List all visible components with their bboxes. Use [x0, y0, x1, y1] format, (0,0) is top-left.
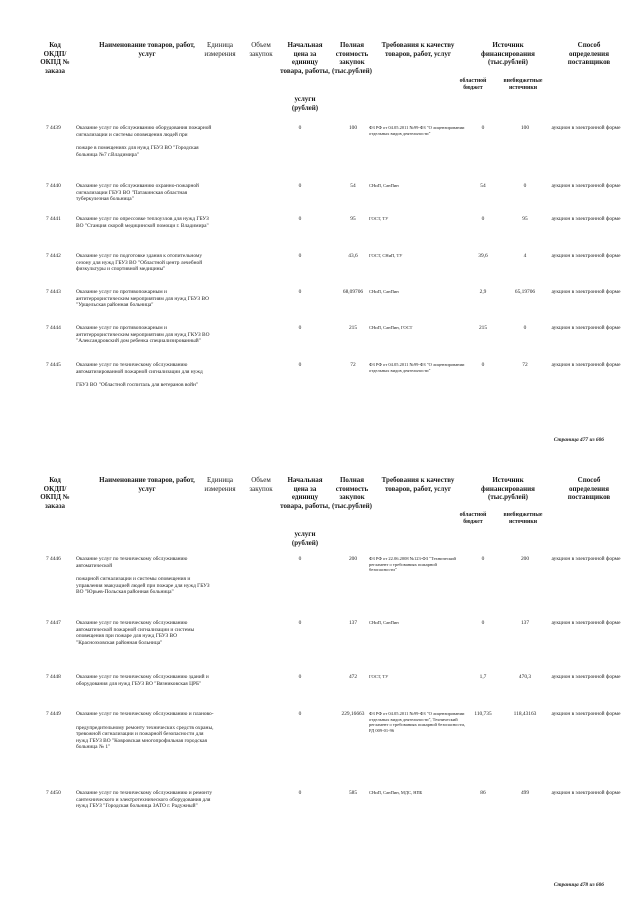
unit-price: 0 — [298, 325, 302, 331]
total-cost: 68,09706 — [342, 289, 364, 295]
total-cost: 72 — [350, 362, 356, 368]
quality-requirements: СНиП, СанПин — [369, 183, 399, 188]
item-name — [76, 620, 216, 646]
extrabudgetary-sources: 470,3 — [518, 674, 532, 680]
procurement-method: аукцион в электронной форме — [551, 253, 621, 259]
header-volume: Объем закупок — [249, 41, 273, 58]
total-cost: 100 — [348, 125, 358, 131]
regional-budget: 110,735 — [474, 711, 492, 717]
header-method: Способ определения поставщиков — [567, 41, 611, 66]
unit-price: 0 — [298, 556, 302, 562]
extrabudgetary-sources: 65,19706 — [514, 289, 536, 295]
regional-budget: 0 — [481, 556, 485, 562]
header-volume: Объем закупок — [249, 476, 273, 493]
extrabudgetary-sources: 0 — [523, 325, 527, 331]
quality-requirements: СНиП, СанПин, ГОСТ — [369, 325, 413, 330]
total-cost: 137 — [348, 620, 358, 626]
item-name-line: Оказание услуг по техническому обслуживанию автоматической пожарной сигнализации и системы оповещения при пожаре для нужд ГБУЗ ВО "Красноэховская районная больница" — [76, 620, 195, 646]
header-code: Код ОКДП/ ОКПД № заказа — [40, 476, 70, 510]
item-name-line: Оказание услуг по подготовке здания к отопительному сезону для нужд ГБУЗ ВО "Областной центр лечебной физкультуры и спортивной медицины" — [76, 253, 203, 273]
regional-budget: 0 — [481, 362, 485, 368]
quality-requirements: СНиП, СанПин — [369, 620, 399, 625]
extrabudgetary-sources: 0 — [523, 183, 527, 189]
total-cost: 43,6 — [348, 253, 358, 259]
item-name-line: Оказание услуг по техническому обслуживанию автоматизированной пожарной сигнализации для нужд — [76, 362, 203, 375]
total-cost: 95 — [350, 216, 356, 222]
total-cost: 215 — [348, 325, 358, 331]
header-source: Источник финансирования (тыс.рублей) — [481, 476, 535, 501]
quality-requirements: ФЗ РФ от 04.05.2011 №99-ФЗ "О лицензировании отдельных видов деятельности" — [369, 125, 465, 136]
header-price-services: услуги (рублей) — [291, 530, 319, 547]
regional-budget: 39,6 — [478, 253, 488, 259]
total-cost: 585 — [348, 790, 358, 796]
item-name-line: Оказание услуг по техническому обслуживанию и планово- — [76, 711, 214, 717]
procurement-method: аукцион в электронной форме — [551, 674, 621, 680]
header-code: Код ОКДП/ ОКПД № заказа — [40, 41, 70, 75]
item-name-line: ГБУЗ ВО "Областной госпиталь для ветеранов войн" — [76, 382, 199, 389]
unit-price: 0 — [298, 620, 302, 626]
unit-price: 0 — [298, 216, 302, 222]
header-name: Наименование товаров, работ, услуг — [99, 476, 195, 493]
header-source-extra: внебюджетные источники — [503, 512, 543, 525]
page-number: Страница 478 из 606 — [553, 882, 604, 888]
item-name-line: предупредительному ремонту технических средств охраны, тревожной сигнализации и пожарной безопасности для нужд ГБУЗ ВО "Ковровская многопрофильная городская больница № 1" — [76, 724, 214, 751]
header-unit: Единица измерения — [204, 41, 236, 58]
item-name-line: Оказание услуг по техническому обслуживанию зданий и оборудования для нужд ГБУЗ ВО "Вязниковская ЦРБ" — [76, 674, 209, 687]
item-name-line — [76, 718, 216, 725]
procurement-method: аукцион в электронной форме — [551, 216, 621, 222]
quality-requirements: ФЗ РФ от 04.05.2011 №99-ФЗ "О лицензировании отдельных видов деятельности" — [369, 362, 465, 373]
procurement-method: аукцион в электронной форме — [551, 711, 621, 717]
order-code: 7 4443 — [46, 289, 61, 295]
procurement-method: аукцион в электронной форме — [551, 183, 621, 189]
header-price: Начальная цена за единицу товара, работы, — [280, 41, 330, 75]
header-source-reg: областной бюджет — [459, 512, 487, 525]
order-code: 7 4445 — [46, 362, 61, 368]
extrabudgetary-sources: 499 — [520, 790, 530, 796]
item-name — [76, 790, 216, 810]
header-name: Наименование товаров, работ, услуг — [99, 41, 195, 58]
regional-budget: 215 — [478, 325, 488, 331]
procurement-method: аукцион в электронной форме — [551, 362, 621, 368]
header-cost: Полная стоимость закупок (тыс.рублей) — [331, 41, 373, 75]
unit-price: 0 — [298, 183, 302, 189]
item-name-line: Оказание услуг по техническому обслуживанию и ремонту сантехнического и электротехнического оборудования для нужд ГБУЗ "Городская больница ЗАТО г. Радужный" — [76, 790, 213, 810]
unit-price: 0 — [298, 125, 302, 131]
page-number: Страница 477 из 606 — [553, 437, 604, 443]
total-cost: 54 — [350, 183, 356, 189]
item-name-line: Оказание услуг по обслуживанию оборудования пожарной сигнализации и системы оповещения людей при — [76, 125, 212, 138]
item-name-line: Оказание услуг по противопожарным и антитеррористическим мероприятиям для нужд ГКУЗ ВО "Александровский дом ребенка специализированный" — [76, 325, 210, 345]
unit-price: 0 — [298, 289, 302, 295]
unit-price: 0 — [298, 362, 302, 368]
procurement-method: аукцион в электронной форме — [551, 556, 621, 562]
item-name-line: Оказание услуг по противопожарным и антитеррористическим мероприятиям для нужд ГБУЗ ВО "Урщельская районная больница" — [76, 289, 209, 309]
item-name-line: Оказание услуг по техническому обслуживанию автоматической — [76, 556, 188, 569]
item-name-line: Оказание услуг по обслуживанию охранно-пожарной сигнализации ГБУЗ ВО "Патакинская областная туберкулезная больница" — [76, 183, 199, 203]
unit-price: 0 — [298, 253, 302, 259]
procurement-method: аукцион в электронной форме — [551, 620, 621, 626]
item-name-line: Оказание услуг по опрессовке теплоузлов для нужд ГБУЗ ВО "Станция скорой медицинской помощи г. Владимира" — [76, 216, 209, 229]
unit-price: 0 — [298, 674, 302, 680]
regional-budget: 54 — [480, 183, 486, 189]
total-cost: 229,16663 — [341, 711, 365, 717]
order-code: 7 4444 — [46, 325, 61, 331]
extrabudgetary-sources: 137 — [520, 620, 530, 626]
procurement-method: аукцион в электронной форме — [551, 790, 621, 796]
order-code: 7 4450 — [46, 790, 61, 796]
regional-budget: 2,9 — [479, 289, 487, 295]
order-code: 7 4446 — [46, 556, 61, 562]
header-unit: Единица измерения — [204, 476, 236, 493]
quality-requirements: ГОСТ, ТУ — [369, 216, 389, 221]
total-cost: 200 — [348, 556, 358, 562]
item-name — [76, 674, 216, 687]
unit-price: 0 — [298, 790, 302, 796]
procurement-method: аукцион в электронной форме — [551, 125, 621, 131]
header-req: Требования к качеству товаров, работ, услуг — [381, 476, 455, 493]
regional-budget: 86 — [480, 790, 486, 796]
item-name — [76, 711, 216, 751]
item-name-line: пожаре в помещениях для нужд ГБУЗ ВО "Городская больница №7 г.Владимира" — [76, 145, 199, 158]
header-method: Способ определения поставщиков — [567, 476, 611, 501]
quality-requirements: СНиП, СанПин — [369, 289, 399, 294]
extrabudgetary-sources: 118,43163 — [513, 711, 537, 717]
unit-price: 0 — [298, 711, 302, 717]
order-code: 7 4442 — [46, 253, 61, 259]
regional-budget: 0 — [481, 125, 485, 131]
total-cost: 472 — [348, 674, 358, 680]
quality-requirements: ФЗ РФ от 22.06.2008 №123-ФЗ "Технический регламент о требованиях пожарной безопасности" — [369, 556, 456, 573]
header-price-services: услуги (рублей) — [291, 95, 319, 112]
regional-budget: 1,7 — [479, 674, 487, 680]
procurement-method: аукцион в электронной форме — [551, 325, 621, 331]
extrabudgetary-sources: 72 — [522, 362, 528, 368]
extrabudgetary-sources: 95 — [522, 216, 528, 222]
regional-budget: 0 — [481, 620, 485, 626]
procurement-method: аукцион в электронной форме — [551, 289, 621, 295]
extrabudgetary-sources: 4 — [523, 253, 527, 259]
header-cost: Полная стоимость закупок (тыс.рублей) — [331, 476, 373, 510]
quality-requirements: ГОСТ, СНиП, ТУ — [369, 253, 403, 258]
quality-requirements: СНиП, СанПин, МДС, НПБ — [369, 790, 423, 795]
header-req: Требования к качеству товаров, работ, услуг — [381, 41, 455, 58]
order-code: 7 4447 — [46, 620, 61, 626]
quality-requirements: ФЗ РФ от 04.05.2011 №99-ФЗ "О лицензировании отдельных видов деятельности", Технический регламент о требованиях пожарной безопасности, РД 009-01-96 — [369, 711, 466, 733]
item-name-line: пожарной сигнализации и системы оповещения и управления эвакуацией людей при пожаре для нужд ГБУЗ ВО "Юрьев-Польская районная больница" — [76, 576, 210, 596]
header-source-extra: внебюджетные источники — [503, 78, 543, 91]
order-code: 7 4440 — [46, 183, 61, 189]
quality-requirements: ГОСТ, ТУ — [369, 674, 389, 679]
item-name — [76, 556, 216, 596]
extrabudgetary-sources: 200 — [520, 556, 530, 562]
regional-budget: 0 — [481, 216, 485, 222]
header-price: Начальная цена за единицу товара, работы, — [280, 476, 330, 510]
order-code: 7 4448 — [46, 674, 61, 680]
extrabudgetary-sources: 100 — [520, 125, 530, 131]
order-code: 7 4441 — [46, 216, 61, 222]
header-source: Источник финансирования (тыс.рублей) — [481, 41, 535, 66]
order-code: 7 4439 — [46, 125, 61, 131]
header-source-reg: областной бюджет — [459, 78, 487, 91]
order-code: 7 4449 — [46, 711, 61, 717]
